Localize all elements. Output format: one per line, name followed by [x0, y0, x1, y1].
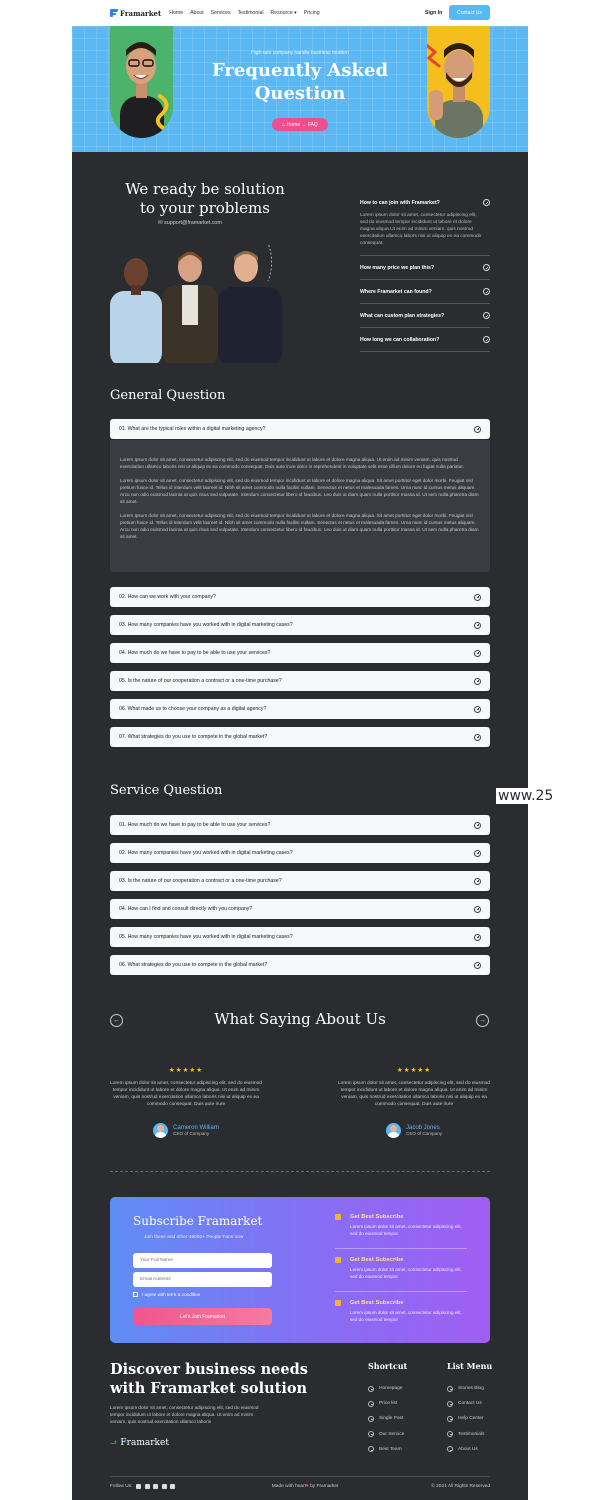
solution-title-line1: We ready be solution [125, 180, 285, 198]
expand-icon[interactable] [483, 199, 490, 206]
feature-text: Lorem ipsum dolor sit amet, consectetur adipiscing elit, sed do eiusmod tempor [350, 1310, 462, 1322]
footer-logo[interactable] [110, 1438, 169, 1448]
footer-link-label[interactable]: Price list [379, 1401, 398, 1407]
arrow-circle-icon [447, 1431, 453, 1437]
prev-arrow-icon[interactable]: ← [110, 1014, 123, 1027]
faq-question[interactable]: 06. What made us to choose your company as a digital agency? [119, 706, 267, 712]
nav-logo-text: Framarket [120, 8, 162, 18]
author-name: Cameron William [173, 1125, 219, 1131]
section-divider [110, 1171, 490, 1172]
expand-icon[interactable] [474, 622, 481, 629]
email-input[interactable] [133, 1272, 272, 1287]
faq-question[interactable]: 03. How many companies have you worked with in digital marketing cases? [119, 622, 293, 628]
faq-question[interactable]: 04. How can I find and consult directly with you company? [119, 906, 253, 912]
subscribe-feature [335, 1300, 467, 1323]
testimonial-quote: Lorem ipsum dolor sit amet, consectetur adipiscing elit, sed do eiusmod tempor incididunt ut labore et dolore magna aliqua. Ut enim ad minim veniam, quis nostrud exercitation ullamco laboris nisi ut aliquip ex ea commodo consequat. Duis aute irure [110, 1081, 262, 1107]
service-faq-item[interactable] [110, 899, 490, 919]
author-role: CEO of Company [173, 1131, 210, 1136]
full-name-input[interactable] [133, 1253, 272, 1268]
top-nav [72, 0, 528, 26]
hero-title-line2: Question [254, 83, 346, 104]
nav-links [169, 10, 326, 16]
rating-stars-icon: ★★★★★ [168, 1067, 204, 1074]
arrow-circle-icon [368, 1431, 374, 1437]
terms-checkbox[interactable] [133, 1292, 200, 1297]
footer-link[interactable] [447, 1396, 484, 1411]
nav-link-testimonial[interactable]: Testimonial [237, 10, 264, 16]
arrow-circle-icon [447, 1446, 453, 1452]
general-faq-answer [110, 440, 490, 572]
side-faq-item[interactable] [360, 280, 490, 304]
testimonial-author [338, 1123, 490, 1138]
general-faq-open-item[interactable] [110, 419, 490, 439]
general-faq-item[interactable] [110, 615, 490, 635]
expand-icon[interactable] [474, 734, 481, 741]
page [72, 0, 528, 1500]
footer-description: Lorem ipsum dolor sit amet, consectetur adipiscing elit, sed do eiusmod tempor incididunt ut labore et dolore magna aliqua. Ut enim ad minim veniam, quis nostrud exercitation ullamco laboris [110, 1405, 259, 1424]
side-faq-question[interactable]: What can custom plan strategies? [360, 312, 445, 319]
footer-link-label[interactable]: Help Center [458, 1416, 484, 1422]
facebook-icon[interactable] [170, 1484, 175, 1489]
tag-icon [335, 1300, 341, 1306]
collapse-icon[interactable] [474, 426, 481, 433]
faq-question[interactable]: 01. How much do we have to pay to be able to use your services? [119, 822, 271, 828]
footer-link-label[interactable]: About Us [458, 1446, 478, 1452]
feature-title: Get Best Subscribe [350, 1257, 404, 1263]
feature-divider [335, 1291, 467, 1292]
side-faq-item[interactable] [360, 304, 490, 328]
arrow-circle-icon [368, 1386, 374, 1392]
subscribe-feature [335, 1214, 467, 1237]
feature-icon [335, 1214, 341, 1220]
made-with-text [272, 1484, 339, 1489]
shortcut-list [368, 1381, 404, 1457]
arrow-circle-icon [368, 1401, 374, 1407]
footer-link-label[interactable]: Homepage [379, 1386, 403, 1392]
footer-title-line2: with Framarket solution [110, 1380, 308, 1397]
faq-question[interactable]: 03. Is the nature of our cooperation a contract or a one-time purchase? [119, 878, 282, 884]
made-by-label: by Framarket [308, 1484, 339, 1489]
support-email[interactable]: ✉ support@framarket.com [158, 220, 222, 226]
shortcut-title: Shortcut [368, 1361, 408, 1371]
faq-question[interactable]: 01. What are the typical roles within a digital marketing agency? [119, 426, 266, 432]
faq-question[interactable]: 02. How can we work with your company? [119, 594, 216, 600]
faq-question[interactable]: 04. How much do we have to pay to be able to use your services? [119, 650, 271, 656]
subscribe-title: Subscribe Framarket [133, 1214, 263, 1228]
feature-text: Lorem ipsum dolor sit amet, consectetur adipiscing elit, sed do eiusmod tempor [350, 1267, 462, 1279]
expand-icon[interactable] [483, 312, 490, 319]
footer-link[interactable] [447, 1411, 484, 1426]
expand-icon[interactable] [474, 878, 481, 885]
expand-icon[interactable] [474, 906, 481, 913]
sign-in-link[interactable]: Sign In [425, 10, 443, 16]
service-faq-item[interactable] [110, 815, 490, 835]
footer-bottom-bar [110, 1484, 490, 1489]
expand-icon[interactable] [483, 264, 490, 271]
footer-link-label[interactable]: Contact Us [458, 1401, 482, 1407]
heart-icon: ♥ [305, 1484, 309, 1489]
faq-question[interactable]: 05. How many companies have you worked with in digital marketing cases? [119, 934, 293, 940]
footer-link[interactable] [368, 1396, 404, 1411]
footer-link[interactable] [447, 1427, 484, 1442]
testimonial-author [110, 1123, 262, 1138]
watermark-text: www.25 [498, 788, 554, 804]
nav-link-services[interactable]: Services [210, 10, 231, 16]
arrow-circle-icon [447, 1386, 453, 1392]
subscribe-card [110, 1197, 490, 1343]
hero-title [72, 59, 528, 105]
twitter-icon[interactable] [136, 1484, 141, 1489]
faq-question[interactable]: 05. Is the nature of our cooperation a contract or a one-time purchase? [119, 678, 282, 684]
expand-icon[interactable] [474, 934, 481, 941]
testimonial-card [338, 1066, 490, 1138]
linkedin-icon[interactable] [153, 1484, 158, 1489]
service-faq-item[interactable] [110, 871, 490, 891]
footer-link-label[interactable]: Stories Blog [458, 1386, 484, 1392]
solution-title-line2: to your problems [140, 199, 270, 217]
list-menu-title: List Menu [447, 1361, 493, 1371]
nav-logo[interactable] [110, 9, 161, 18]
rating-stars-icon: ★★★★★ [396, 1067, 432, 1074]
general-faq-item[interactable] [110, 727, 490, 747]
footer-title-line1: Discover business needs [110, 1361, 308, 1378]
general-question-title: General Question [110, 388, 226, 403]
service-faq-item[interactable] [110, 955, 490, 975]
side-faq-list [360, 195, 490, 352]
hero-banner [72, 26, 528, 152]
arrow-circle-icon [368, 1416, 374, 1422]
arrow-circle-icon [447, 1416, 453, 1422]
expand-icon[interactable] [483, 336, 490, 343]
answer-paragraph: Lorem ipsum dolor sit amet, consectetur adipiscing elit, sed do eiusmod tempor incididunt ut labore et dolore magna aliqua. Sit amet porttitor eget dolor morbi. Feugiat nisl pretium fusce id. Tellus id interdum velit laoreet id. Nibh sit amet commodo nulla facilisi nullam. Senectus et netus et malesuada fames. Urna nunc id cursus metus aliquam. Arcu non odio euismod lacinia at quis risus sed vulputate. Interdum consectetur libero id faucibus. Leo duis ut diam quam nulla porttitor massa id. Ut sem nulla pharetra diam sit amet. [120, 478, 479, 504]
team-photo-image [110, 245, 282, 363]
footer-title [110, 1360, 310, 1398]
contact-us-button[interactable]: Contact Us [449, 5, 490, 20]
footer-link-label[interactable]: Testimonials [458, 1431, 485, 1437]
faq-question[interactable]: 06. What strategies do you use to compete in the global market? [119, 962, 268, 968]
feature-text: Lorem ipsum dolor sit amet, consectetur adipiscing elit, sed do eiusmod tempor [350, 1224, 462, 1236]
side-faq-question[interactable]: Where Framarket can found? [360, 288, 432, 295]
expand-icon[interactable] [474, 962, 481, 969]
follow-label: Follow Us: [110, 1484, 133, 1489]
framarket-logo-icon: ⬏ [110, 1438, 118, 1448]
join-button[interactable]: Let's Join Framarket [133, 1308, 272, 1325]
side-faq-question[interactable]: How many price we plan this? [360, 264, 435, 271]
arrow-circle-icon [447, 1401, 453, 1407]
footer-logo-text: Framarket [120, 1438, 169, 1448]
service-question-title: Service Question [110, 783, 223, 798]
heart-icon [335, 1257, 341, 1263]
footer-divider [110, 1476, 490, 1477]
general-faq-item[interactable] [110, 587, 490, 607]
list-menu [447, 1381, 484, 1457]
subscribe-subtitle: Join these and other 45000+ People Fans now [144, 1235, 244, 1240]
side-faq-item[interactable] [360, 195, 490, 256]
framarket-logo-icon [110, 9, 118, 17]
subscribe-feature [335, 1257, 467, 1280]
hero-tagline: High rate company handle business modern [251, 50, 349, 56]
testimonial-card [110, 1066, 262, 1138]
side-faq-question[interactable]: How long we can collaboration? [360, 336, 440, 343]
expand-icon[interactable] [474, 650, 481, 657]
expand-icon[interactable] [474, 822, 481, 829]
breadcrumb-button[interactable]: ⌂ Home → FAQ [272, 118, 328, 131]
nav-link-about[interactable]: About [190, 10, 204, 16]
faq-question[interactable]: 02. How many companies have you worked with in digital marketing cases? [119, 850, 293, 856]
footer-link-label[interactable]: Best Team [379, 1446, 402, 1452]
avatar [386, 1123, 401, 1138]
nav-link-pricing[interactable]: Pricing [303, 10, 320, 16]
footer-link[interactable] [447, 1442, 484, 1457]
expand-icon[interactable] [483, 288, 490, 295]
nav-link-home[interactable]: Home [169, 10, 184, 16]
general-faq-item[interactable] [110, 699, 490, 719]
made-with-label: Made with heart [271, 1484, 306, 1489]
testimonial-quote: Lorem ipsum dolor sit amet, consectetur adipiscing elit, sed do eiusmod tempor incididunt ut labore et dolore magna aliqua. Ut enim ad minim veniam, quis nostrud exercitation ullamco laboris nisi ut aliquip ex ea commodo consequat. Duis aute irure [338, 1081, 490, 1107]
feature-divider [335, 1248, 467, 1249]
terms-label: I agree with term & condition [142, 1292, 201, 1297]
testimonials-title: What Saying About Us [214, 1010, 386, 1028]
footer-link[interactable] [447, 1381, 484, 1396]
answer-paragraph: Lorem ipsum dolor sit amet, consectetur adipiscing elit, sed do eiusmod tempor incididunt ut labore et dolore magna aliqua. Sit amet porttitor eget dolor morbi. Feugiat nisl pretium fusce id. Tellus id interdum velit laoreet id. Nibh sit amet commodo nulla facilisi nullam. Senectus et netus et malesuada fames. Urna nunc id cursus metus aliquam. Arcu non odio euismod lacinia at quis risus sed vulputate. Interdum consectetur libero id faucibus. Leo duis ut diam quam nulla porttitor massa id. Ut sem nulla pharetra diam sit amet. [120, 513, 479, 539]
hero-title-line1: Frequently Asked [211, 60, 389, 81]
footer-link[interactable] [368, 1442, 404, 1457]
service-faq-item[interactable] [110, 927, 490, 947]
nav-link-resource[interactable]: Resource ▾ [270, 10, 297, 16]
footer-link[interactable] [368, 1411, 404, 1426]
expand-icon[interactable] [474, 678, 481, 685]
service-faq-item[interactable] [110, 843, 490, 863]
footer-link[interactable] [368, 1427, 404, 1442]
copyright: © 2021 All Rights Reserved [431, 1484, 490, 1489]
general-faq-item[interactable] [110, 643, 490, 663]
expand-icon[interactable] [474, 850, 481, 857]
side-faq-item[interactable] [360, 328, 490, 352]
faq-question[interactable]: 07. What strategies do you use to compete in the global market? [119, 734, 268, 740]
feature-title: Get Best Subscribe [350, 1300, 404, 1306]
feature-title: Get Best Subscribe [350, 1214, 404, 1220]
checkbox-icon[interactable] [133, 1292, 138, 1297]
expand-icon[interactable] [474, 594, 481, 601]
social-links [110, 1484, 179, 1489]
general-faq-item[interactable] [110, 671, 490, 691]
next-arrow-icon[interactable]: → [476, 1014, 489, 1027]
avatar [153, 1123, 168, 1138]
instagram-icon[interactable] [162, 1484, 167, 1489]
solution-title [110, 180, 300, 218]
arrow-circle-icon [368, 1446, 374, 1452]
footer-link-label[interactable]: Single Post [379, 1416, 404, 1422]
author-name: Jacob Jones [406, 1125, 440, 1131]
side-faq-answer: Lorem ipsum dolor sit amet, consectetur adipiscing elit, sed do eiusmod tempor incididunt ut labore et dolore magna aliqua.Ut enim ad minim veniam, quis nostrud exercitation ullamco labors nisi ut aliquip ex ea commodo consequat. [360, 213, 482, 246]
footer-link[interactable] [368, 1381, 404, 1396]
footer-link-label[interactable]: Our Service [379, 1431, 405, 1437]
dribbble-icon[interactable] [145, 1484, 150, 1489]
side-faq-item[interactable] [360, 256, 490, 280]
author-role: CEO of Company [406, 1131, 442, 1136]
expand-icon[interactable] [474, 706, 481, 713]
answer-paragraph: Lorem ipsum dolor sit amet, consectetur adipiscing elit, sed do eiusmod tempor incididunt ut labore et dolore magna aliqua. Ut enim ad minim veniam, quis nostrud exercitation ullamco laboris nisi ut aliquip ex ea commodo consequat. Duis aute irure dolor in reprehenderit in voluptate velit esse cillum dolore eu fugiat nulla pariatur. [120, 457, 464, 469]
side-faq-question[interactable]: How to can join with Framarket? [360, 199, 440, 206]
